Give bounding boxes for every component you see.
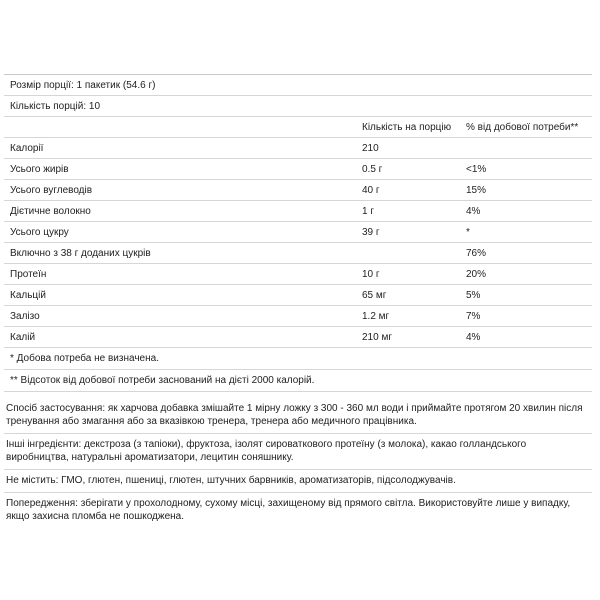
servings-count-row <box>4 96 592 117</box>
daily-value-header: % від добової потреби** <box>466 122 579 133</box>
table-row <box>4 159 592 180</box>
nutrient-name: Протеїн <box>10 269 47 280</box>
table-row <box>4 222 592 243</box>
nutrient-daily-value: 7% <box>466 311 481 322</box>
table-row <box>4 327 592 348</box>
table-row <box>4 243 592 264</box>
nutrition-facts-panel <box>4 74 592 528</box>
table-row <box>4 306 592 327</box>
free-from-statement: Не містить: ГМО, глютен, пшениці, глютен, штучних барвників, ароматизаторів, підсолоджувачів. <box>4 470 592 493</box>
nutrient-daily-value: 20% <box>466 269 487 280</box>
nutrient-amount: 1.2 мг <box>362 311 390 322</box>
table-header-row <box>4 117 592 138</box>
nutrient-daily-value: 5% <box>466 290 481 301</box>
nutrient-name: Включно з 38 г доданих цукрів <box>10 248 151 259</box>
footnote-2000-calories: ** Відсоток від добової потреби заснований на дієті 2000 калорій. <box>10 375 315 386</box>
nutrient-amount: 1 г <box>362 206 374 217</box>
nutrient-amount: 210 <box>362 143 379 154</box>
other-ingredients: Інші інгредієнти: декстроза (з тапіоки), фруктоза, ізолят сироваткового протеїну (з молока), какао голландського виробництва, натуральні ароматизатори, лецитин соняшнику. <box>4 434 592 470</box>
nutrient-name: Усього цукру <box>10 227 69 238</box>
usage-instructions: Спосіб застосування: як харчова добавка змішайте 1 мірну ложку з 300 - 360 мл води і приймайте протягом 20 хвилин після тренування або змагання або за вказівкою тренера, тренера або медичного працівника. <box>4 398 592 434</box>
nutrient-daily-value: <1% <box>466 164 487 175</box>
footnote-row <box>4 348 592 370</box>
nutrient-amount: 10 г <box>362 269 380 280</box>
nutrient-name: Усього жирів <box>10 164 69 175</box>
amount-header: Кількість на порцію <box>362 122 452 133</box>
nutrient-name: Калорії <box>10 143 44 154</box>
table-row <box>4 285 592 306</box>
table-row <box>4 180 592 201</box>
nutrient-name: Калій <box>10 332 36 343</box>
footnote-row <box>4 370 592 392</box>
table-row <box>4 264 592 285</box>
serving-size: Розмір порції: 1 пакетик (54.6 г) <box>10 80 156 91</box>
serving-size-row <box>4 75 592 96</box>
nutrient-amount: 65 мг <box>362 290 387 301</box>
nutrient-name: Усього вуглеводів <box>10 185 93 196</box>
nutrient-name: Залізо <box>10 311 40 322</box>
nutrient-daily-value: 76% <box>466 248 487 259</box>
nutrient-daily-value: 4% <box>466 332 481 343</box>
nutrient-name: Кальцій <box>10 290 46 301</box>
nutrient-name: Дієтичне волокно <box>10 206 91 217</box>
nutrient-daily-value: * <box>466 227 470 238</box>
nutrient-daily-value: 4% <box>466 206 481 217</box>
storage-warning: Попередження: зберігати у прохолодному, сухому місці, захищеному від прямого світла. Використовуйте лише у випадку, якщо захисна пломба не пошкоджена. <box>6 498 571 522</box>
nutrient-amount: 40 г <box>362 185 380 196</box>
nutrient-amount: 210 мг <box>362 332 392 343</box>
footnote-daily-undefined: * Добова потреба не визначена. <box>10 353 159 364</box>
nutrient-amount: 39 г <box>362 227 380 238</box>
table-row <box>4 201 592 222</box>
nutrient-daily-value: 15% <box>466 185 487 196</box>
servings-count: Кількість порцій: 10 <box>10 101 101 112</box>
table-row <box>4 138 592 159</box>
nutrient-amount: 0.5 г <box>362 164 383 175</box>
